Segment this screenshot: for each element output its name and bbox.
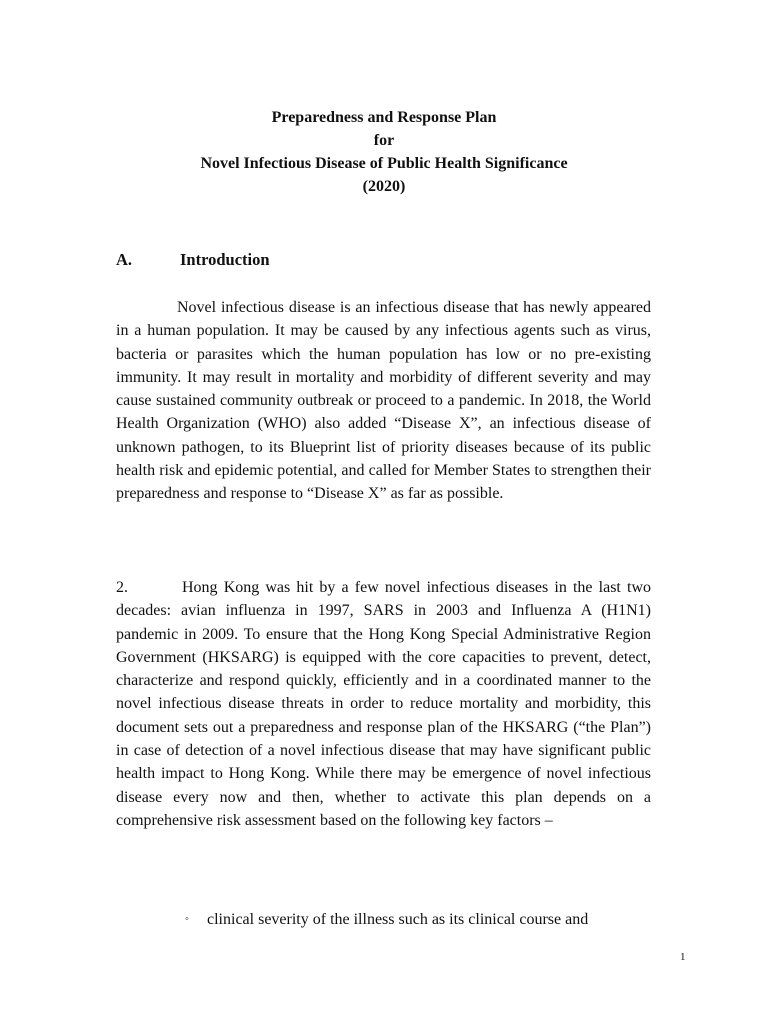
title-line-2: for (373, 132, 395, 149)
title-line-3: Novel Infectious Disease of Public Health Significance (200, 155, 568, 172)
bullet-icon: ◦ (185, 913, 189, 925)
paragraph-2 (116, 576, 651, 832)
paragraph-2-text: Hong Kong was hit by a few novel infectious diseases in the last two decades: avian influenza in 1997, SARS in 2003 and Influenza A (H1N1) pandemic in 2009. To ensure that the Hong Kong Special Administrative Region Government (HKSARG) is equipped with the core capacities to prevent, detect, characterize and respond quickly, efficiently and in a coordinated manner to the novel infectious disease threats in order to reduce mortality and morbidity, this document sets out a preparedness and response plan of the HKSARG (“the Plan”) in case of detection of a novel infectious disease that may have significant public health impact to Hong Kong. While there may be emergence of novel infectious disease every now and then, whether to activate this plan depends on a comprehensive risk assessment based on the following key factors – (116, 579, 651, 829)
paragraph-2-number: 2. (116, 579, 128, 596)
title-line-1: Preparedness and Response Plan (271, 109, 497, 126)
section-letter: A. (116, 250, 133, 269)
page-number: 1 (680, 951, 686, 963)
document-title (0, 106, 768, 198)
section-heading-introduction (116, 249, 270, 271)
list-item-text: clinical severity of the illness such as its clinical course and (207, 911, 589, 928)
section-heading-text: Introduction (180, 250, 270, 269)
intro-paragraph: Novel infectious disease is an infectious disease that has newly appeared in a human population. It may be caused by any infectious agents such as virus, bacteria or parasites which the human population has low or no pre-existing immunity. It may result in mortality and morbidity of different severity and may cause sustained community outbreak or proceed to a pandemic. In 2018, the World Health Organization (WHO) also added “Disease X”, an infectious disease of unknown pathogen, to its Blueprint list of priority diseases because of its public health risk and epidemic potential, and called for Member States to strengthen their preparedness and response to “Disease X” as far as possible. (116, 299, 651, 503)
title-line-4: (2020) (362, 178, 406, 195)
list-item (185, 908, 655, 931)
